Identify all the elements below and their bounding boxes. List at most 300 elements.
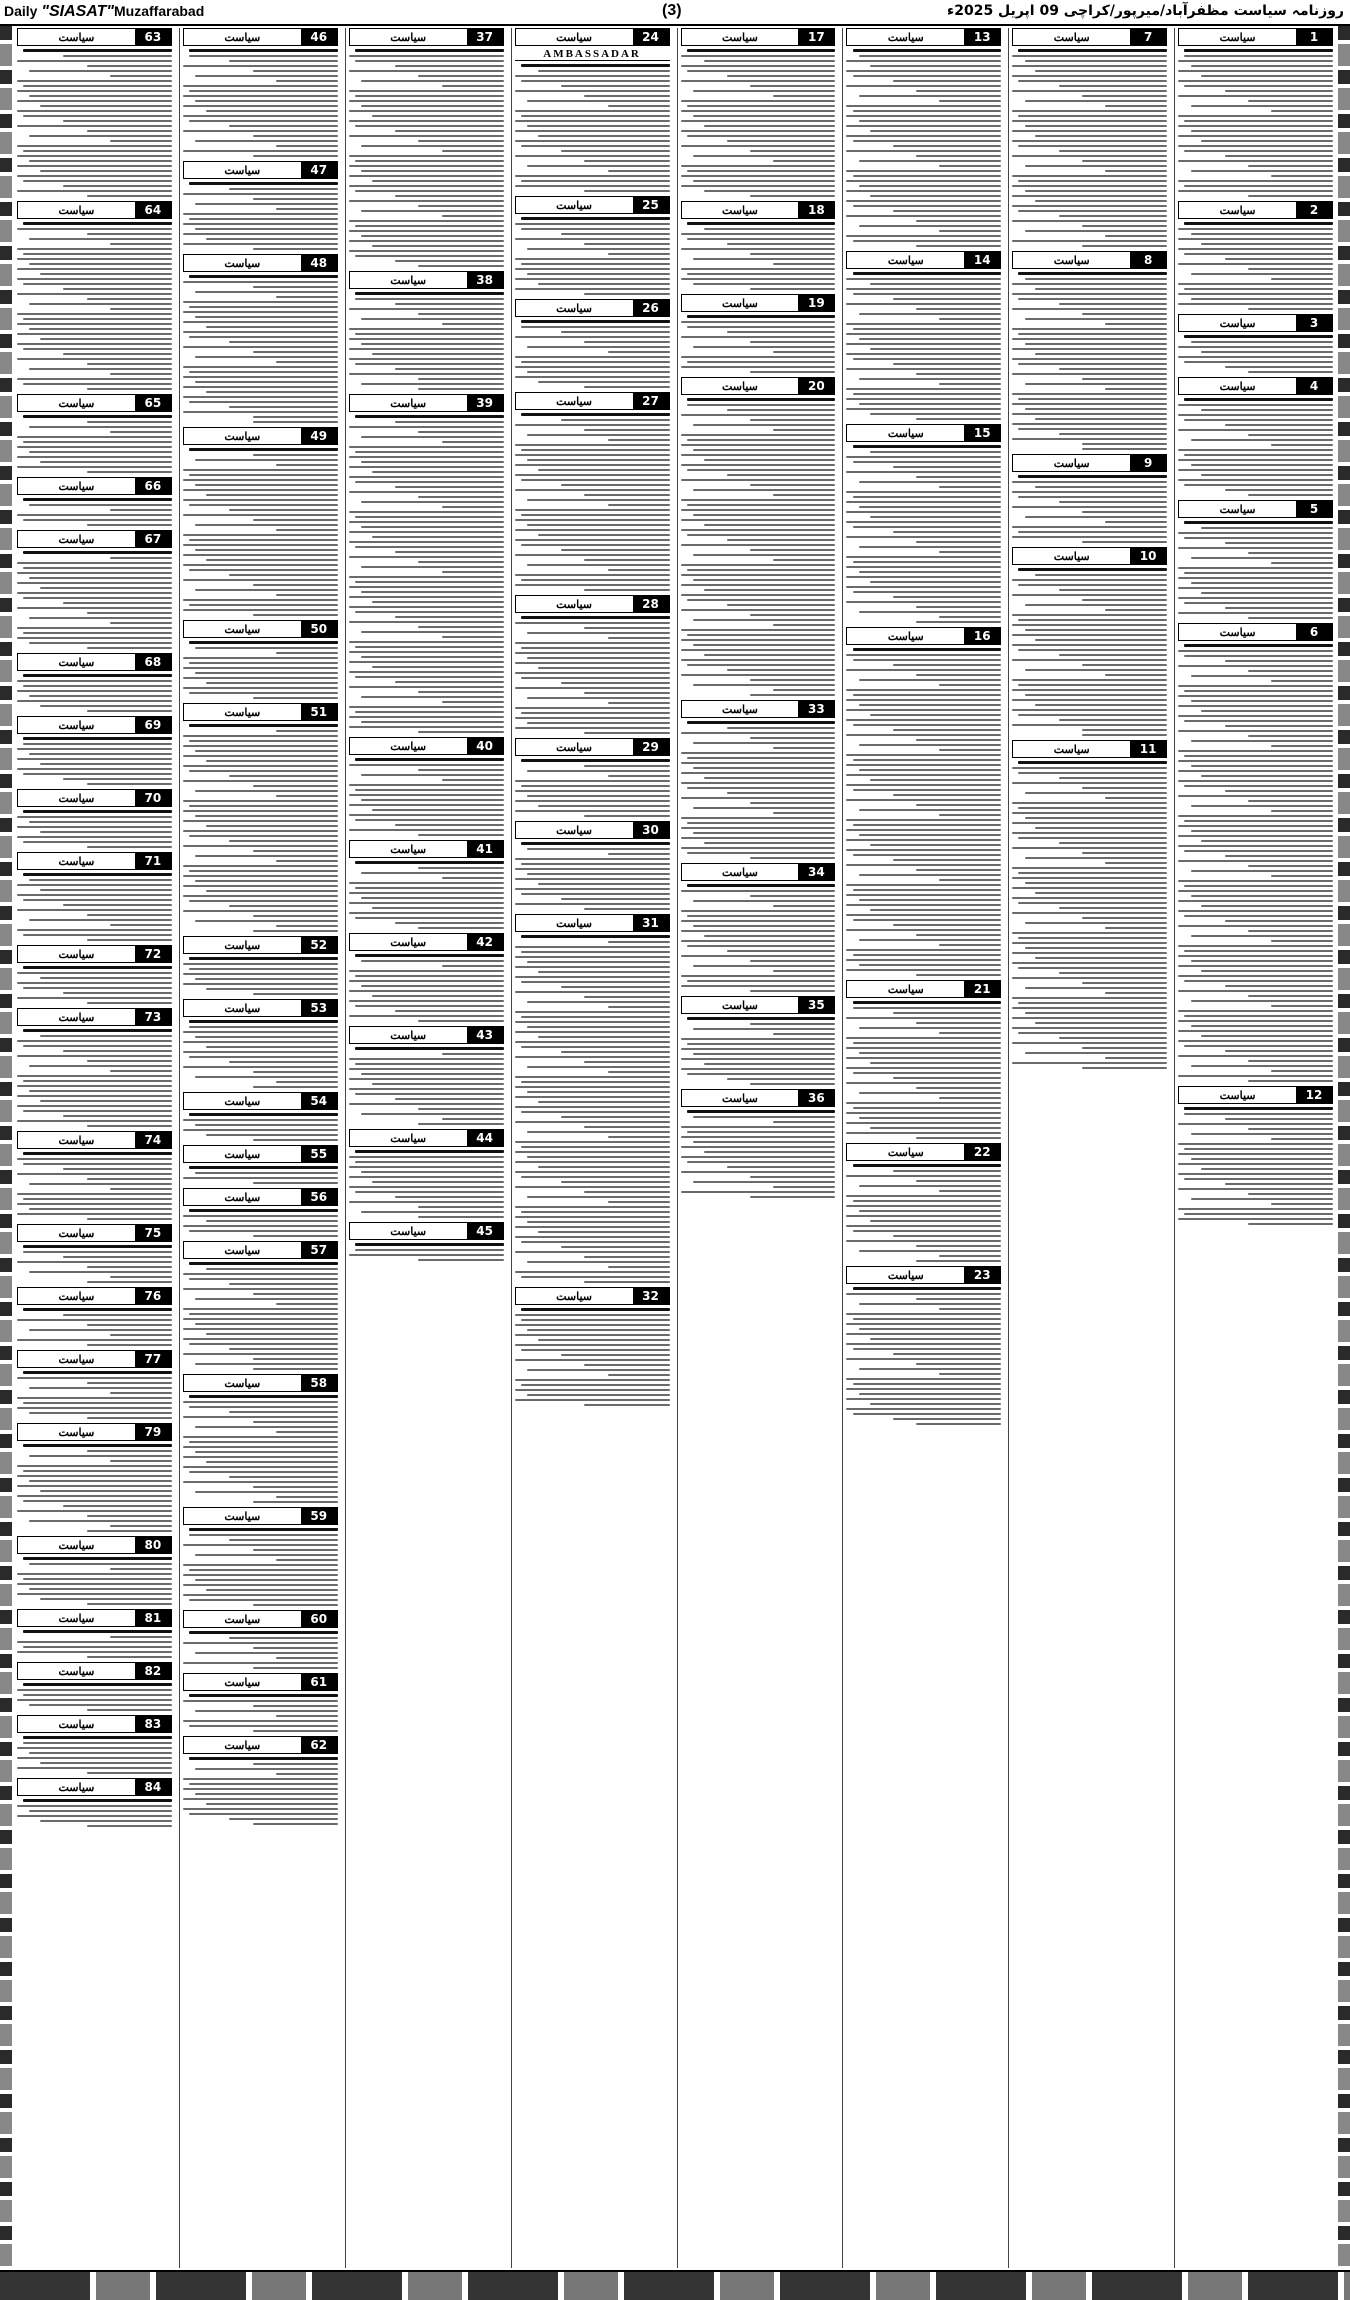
text-line <box>372 353 504 355</box>
text-line <box>1225 1050 1333 1052</box>
text-line <box>183 95 338 97</box>
news-item-text <box>681 720 836 860</box>
text-line <box>29 821 171 823</box>
text-line <box>206 1333 338 1335</box>
brand-prefix: Daily <box>4 3 38 19</box>
news-item-text <box>349 860 504 930</box>
text-line <box>1201 905 1333 907</box>
text-line <box>1191 1133 1333 1135</box>
text-line <box>23 737 172 740</box>
text-line <box>1225 542 1333 544</box>
text-line <box>253 416 338 418</box>
text-line <box>859 95 1001 97</box>
text-line <box>1178 356 1333 358</box>
brand-name: "SIASAT" <box>41 3 115 20</box>
text-line <box>1012 709 1167 711</box>
text-line <box>1184 120 1333 122</box>
text-line <box>276 1657 338 1659</box>
text-line <box>1184 454 1333 456</box>
news-item-number: 31 <box>633 915 669 931</box>
news-item-text <box>17 497 172 527</box>
text-line <box>355 1063 504 1065</box>
text-line <box>515 707 670 709</box>
text-line <box>916 373 1001 375</box>
text-line <box>189 1725 338 1727</box>
text-line <box>1178 770 1333 772</box>
text-line <box>1012 358 1167 360</box>
text-line <box>1248 995 1333 997</box>
text-line <box>349 328 504 330</box>
text-line <box>17 997 172 999</box>
text-line <box>681 847 836 849</box>
text-line <box>916 1087 1001 1089</box>
text-line <box>1012 220 1167 222</box>
text-line <box>1082 160 1167 162</box>
text-line <box>1248 670 1333 672</box>
text-line <box>693 619 835 621</box>
text-line <box>515 366 670 368</box>
siasat-logo: سیاست <box>1219 1088 1256 1102</box>
text-line <box>349 1201 504 1203</box>
text-line <box>846 1225 1001 1227</box>
text-line <box>1012 977 1167 979</box>
news-item-header <box>17 1536 172 1554</box>
text-line <box>750 150 835 152</box>
siasat-logo: سیاست <box>1219 379 1256 393</box>
text-line <box>349 764 504 766</box>
text-line <box>916 1137 1001 1139</box>
text-line <box>1178 479 1333 481</box>
text-line <box>515 130 670 132</box>
news-item-text <box>349 1149 504 1219</box>
siasat-logo: سیاست <box>58 1538 95 1552</box>
news-item-header <box>1178 500 1333 518</box>
text-line <box>1018 568 1167 571</box>
news-item-text <box>846 1163 1001 1263</box>
text-line <box>189 724 338 727</box>
text-line <box>846 764 1001 766</box>
text-line <box>1025 383 1167 385</box>
text-line <box>846 115 1001 117</box>
text-line <box>521 1016 670 1018</box>
text-line <box>1271 444 1333 446</box>
text-line <box>853 759 1002 761</box>
text-line <box>206 391 338 393</box>
text-line <box>29 1065 171 1067</box>
news-item-header <box>349 1129 504 1147</box>
text-line <box>40 273 172 275</box>
text-line <box>1012 942 1167 944</box>
text-line <box>1184 1148 1333 1150</box>
text-line <box>916 1180 1001 1182</box>
text-line <box>395 1196 503 1198</box>
news-item-number: 63 <box>135 29 171 45</box>
text-line <box>1178 1173 1333 1175</box>
text-line <box>893 1077 1001 1079</box>
text-line <box>846 719 1001 721</box>
text-line <box>183 820 338 822</box>
text-line <box>1018 363 1167 365</box>
text-line <box>1178 715 1333 717</box>
text-line <box>1018 619 1167 621</box>
news-item-number: 46 <box>301 29 337 45</box>
masthead <box>0 0 1350 26</box>
news-item <box>846 424 1001 624</box>
text-line <box>17 572 172 574</box>
text-line <box>361 1113 503 1115</box>
text-line <box>1178 1123 1333 1125</box>
siasat-logo: سیاست <box>887 1145 924 1159</box>
text-line <box>253 519 338 521</box>
text-line <box>1178 1153 1333 1155</box>
news-item-text <box>17 1151 172 1221</box>
text-line <box>538 381 670 383</box>
column-6 <box>345 28 507 2268</box>
news-item-text <box>1178 334 1333 374</box>
news-item-text <box>17 1028 172 1128</box>
text-line <box>1035 957 1167 959</box>
text-line <box>361 436 503 438</box>
text-line <box>355 1243 504 1246</box>
text-line <box>773 95 835 97</box>
text-line <box>349 466 504 468</box>
siasat-logo: سیاست <box>58 1611 95 1625</box>
text-line <box>1012 65 1167 67</box>
text-line <box>1012 526 1167 528</box>
text-line <box>538 283 670 285</box>
siasat-logo: سیاست <box>721 702 758 716</box>
text-line <box>23 1799 172 1802</box>
text-line <box>1271 875 1333 877</box>
news-item-header <box>17 945 172 963</box>
text-line <box>1012 932 1167 934</box>
text-line <box>515 1226 670 1228</box>
text-line <box>584 1281 669 1283</box>
news-item-header <box>17 201 172 219</box>
text-line <box>1012 802 1167 804</box>
text-line <box>1025 343 1167 345</box>
text-line <box>183 1353 338 1355</box>
text-line <box>681 584 836 586</box>
text-line <box>17 826 172 828</box>
text-line <box>110 1460 172 1462</box>
text-line <box>349 338 504 340</box>
text-line <box>521 1211 670 1213</box>
text-line <box>63 1505 171 1507</box>
text-line <box>515 90 670 92</box>
text-line <box>253 614 338 616</box>
text-line <box>183 1788 338 1790</box>
text-line <box>870 195 1002 197</box>
text-line <box>870 844 1002 846</box>
text-line <box>527 961 669 963</box>
siasat-logo: سیاست <box>556 597 593 611</box>
text-line <box>195 1172 337 1174</box>
text-line <box>1248 865 1333 867</box>
text-line <box>1012 1017 1167 1019</box>
text-line <box>87 783 172 785</box>
news-item-header <box>183 936 338 954</box>
siasat-logo: سیاست <box>556 30 593 44</box>
text-line <box>349 686 504 688</box>
text-line <box>276 464 338 466</box>
news-item <box>17 789 172 849</box>
text-line <box>349 716 504 718</box>
text-line <box>1184 253 1333 255</box>
news-item-header <box>183 254 338 272</box>
text-line <box>355 190 504 192</box>
text-line <box>521 80 670 82</box>
text-line <box>189 55 338 57</box>
text-line <box>859 546 1001 548</box>
news-item-number: 22 <box>964 1144 1000 1160</box>
text-line <box>515 903 670 905</box>
text-line <box>853 1230 1002 1232</box>
text-line <box>1178 346 1333 348</box>
text-line <box>195 75 337 77</box>
text-line <box>1025 882 1167 884</box>
siasat-logo: سیاست <box>887 629 924 643</box>
text-line <box>361 343 503 345</box>
text-line <box>1018 80 1167 82</box>
text-line <box>608 504 670 506</box>
text-line <box>859 571 1001 573</box>
text-line <box>355 333 504 335</box>
news-item-header <box>183 427 338 445</box>
text-line <box>916 1245 1001 1247</box>
text-line <box>349 511 504 513</box>
text-line <box>183 311 338 313</box>
news-item-text <box>846 1286 1001 1426</box>
text-line <box>681 130 836 132</box>
text-line <box>29 1271 171 1273</box>
text-line <box>893 859 1001 861</box>
text-line <box>1105 797 1167 799</box>
text-line <box>687 135 836 137</box>
text-line <box>253 1823 338 1825</box>
text-line <box>183 895 338 897</box>
text-line <box>110 1070 172 1072</box>
text-line <box>853 1007 1002 1009</box>
text-line <box>1178 845 1333 847</box>
text-line <box>773 1121 835 1123</box>
text-line <box>773 970 835 972</box>
text-line <box>527 125 669 127</box>
text-line <box>1018 531 1167 533</box>
text-line <box>939 1190 1001 1192</box>
text-line <box>418 496 503 498</box>
news-item-text <box>1178 1106 1333 1226</box>
text-line <box>681 772 836 774</box>
text-line <box>195 1710 337 1712</box>
text-line <box>183 150 338 152</box>
text-line <box>1178 248 1333 250</box>
text-line <box>1225 607 1333 609</box>
text-line <box>1012 812 1167 814</box>
text-line <box>253 785 338 787</box>
text-line <box>1248 165 1333 167</box>
text-line <box>681 100 836 102</box>
text-line <box>87 1603 172 1605</box>
text-line <box>1035 486 1167 488</box>
text-line <box>23 1045 172 1047</box>
text-line <box>1025 408 1167 410</box>
text-line <box>515 1076 670 1078</box>
text-line <box>183 499 338 501</box>
text-line <box>87 1656 172 1658</box>
text-line <box>1025 694 1167 696</box>
text-line <box>1178 890 1333 892</box>
text-line <box>29 1752 171 1754</box>
news-item <box>183 28 338 158</box>
text-line <box>1178 1218 1333 1220</box>
news-item-header <box>515 738 670 756</box>
text-line <box>1178 404 1333 406</box>
text-line <box>1082 982 1167 984</box>
text-line <box>939 383 1001 385</box>
text-line <box>349 661 504 663</box>
text-line <box>195 815 337 817</box>
text-line <box>253 421 338 423</box>
news-item-header <box>1178 201 1333 219</box>
news-item <box>681 377 836 697</box>
text-line <box>23 1500 172 1502</box>
text-line <box>693 1053 835 1055</box>
text-line <box>1248 1128 1333 1130</box>
news-item-text <box>183 1630 338 1670</box>
text-line <box>189 1313 338 1315</box>
text-line <box>584 589 669 591</box>
text-line <box>63 1314 171 1316</box>
text-line <box>561 1354 669 1356</box>
text-line <box>916 674 1001 676</box>
text-line <box>1012 782 1167 784</box>
text-line <box>527 165 669 167</box>
text-line <box>183 301 338 303</box>
text-line <box>1191 700 1333 702</box>
news-item-header <box>17 477 172 495</box>
text-line <box>846 669 1001 671</box>
footer-strip <box>0 2270 1350 2300</box>
text-line <box>23 519 172 521</box>
text-line <box>442 215 504 217</box>
text-line <box>1082 729 1167 731</box>
text-line <box>17 358 172 360</box>
text-line <box>515 727 670 729</box>
text-line <box>1178 990 1333 992</box>
text-line <box>727 950 835 952</box>
text-line <box>23 415 172 418</box>
text-line <box>355 546 504 548</box>
text-line <box>23 743 172 745</box>
text-line <box>349 784 504 786</box>
text-line <box>189 641 338 644</box>
text-line <box>515 966 670 968</box>
text-line <box>750 802 835 804</box>
news-item-text <box>515 412 670 592</box>
text-line <box>195 484 337 486</box>
text-line <box>1271 110 1333 112</box>
text-line <box>361 872 503 874</box>
text-line <box>538 1339 670 1341</box>
text-line <box>521 326 670 328</box>
text-line <box>17 1085 172 1087</box>
text-line <box>29 1412 171 1414</box>
text-line <box>183 830 338 832</box>
text-line <box>442 571 504 573</box>
text-line <box>916 1260 1001 1262</box>
text-line <box>1184 1213 1333 1215</box>
text-line <box>853 75 1002 77</box>
text-line <box>515 268 670 270</box>
text-line <box>29 426 171 428</box>
text-line <box>1225 920 1333 922</box>
text-line <box>349 586 504 588</box>
text-line <box>1059 1037 1167 1039</box>
text-line <box>189 474 338 476</box>
text-line <box>418 769 503 771</box>
news-item-number: 35 <box>798 997 834 1013</box>
text-line <box>418 1108 503 1110</box>
news-item-header <box>183 1374 338 1392</box>
text-line <box>1191 870 1333 872</box>
text-line <box>63 1050 171 1052</box>
news-item-number: 65 <box>135 395 171 411</box>
siasat-logo: سیاست <box>721 865 758 879</box>
text-line <box>515 1216 670 1218</box>
text-line <box>1082 378 1167 380</box>
text-line <box>515 1379 670 1381</box>
text-line <box>893 596 1001 598</box>
news-item-number: 53 <box>301 1000 337 1016</box>
text-line <box>515 1251 670 1253</box>
text-line <box>584 494 669 496</box>
text-line <box>1012 338 1167 340</box>
text-line <box>750 549 835 551</box>
text-line <box>349 456 504 458</box>
text-line <box>846 1293 1001 1295</box>
text-line <box>1018 272 1167 275</box>
text-line <box>859 611 1001 613</box>
news-item <box>349 394 504 734</box>
text-line <box>349 185 504 187</box>
text-line <box>1018 714 1167 716</box>
text-line <box>1191 464 1333 466</box>
text-line <box>361 960 503 962</box>
text-line <box>916 1298 1001 1300</box>
text-line <box>750 195 835 197</box>
text-line <box>1178 795 1333 797</box>
news-item-number: 84 <box>135 1779 171 1795</box>
text-line <box>349 531 504 533</box>
text-line <box>349 110 504 112</box>
text-line <box>846 799 1001 801</box>
text-line <box>893 1353 1001 1355</box>
text-line <box>584 341 669 343</box>
text-line <box>1184 720 1333 722</box>
text-line <box>515 1186 670 1188</box>
text-line <box>1012 689 1167 691</box>
text-line <box>939 100 1001 102</box>
text-line <box>1035 639 1167 641</box>
text-line <box>687 222 836 225</box>
text-line <box>853 140 1002 142</box>
text-line <box>418 1216 503 1218</box>
text-line <box>687 315 836 318</box>
text-line <box>527 273 669 275</box>
news-item-text <box>681 1109 836 1199</box>
text-line <box>1184 850 1333 852</box>
